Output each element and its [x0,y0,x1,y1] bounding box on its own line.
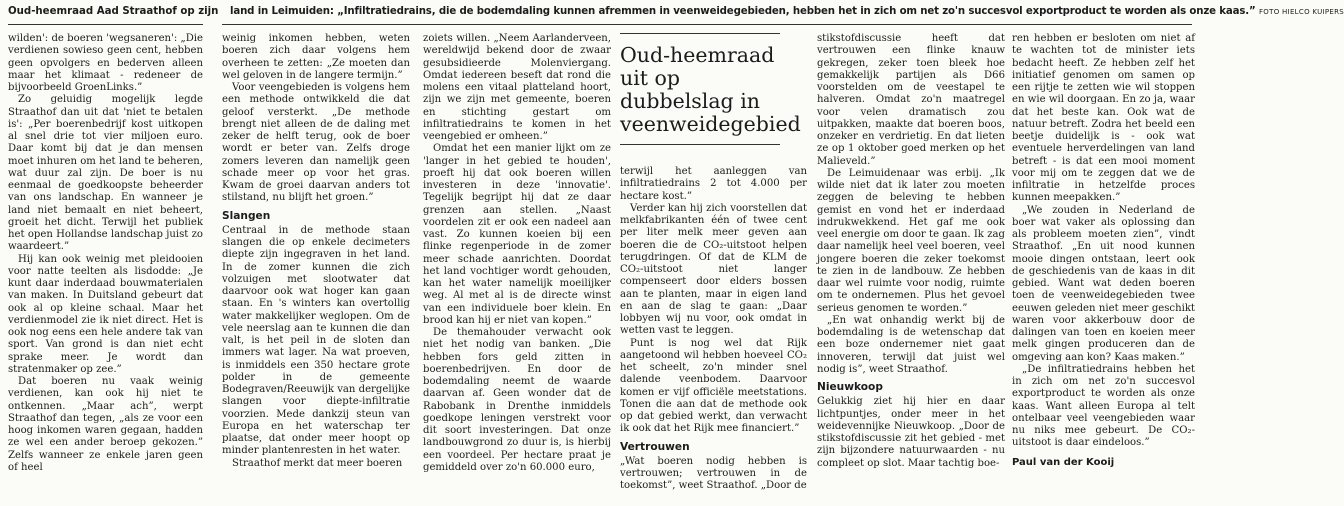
paragraph: „De infiltratiedrains hebben het in zich om net zo'n succesvol exportproduct te worden als onze kaas. Want alleen Europa al telt ontelbaar veel veengebieden waar nu niks mee gebeurt. De CO₂-uitstoot is daar eindeloos.” [1012,363,1195,449]
subheading: Vertrouwen [620,440,690,453]
paragraph: „We zouden in Nederland de boer wat vaker als oplossing dan als probleem moeten zien”, vindt Straathof. „En uit nood kunnen mooie dingen ontstaan, leert ook de geschiedenis van de kaas in dit gebied. Want wat deden boeren toen de veenweidegebieden twee eeuwen geleden niet meer geschikt waren voor akkerbouw door de dalingen van toen en koeien meer melk gingen produceren dan de omgeving aan kon? Kaas maken.” [1012,204,1195,363]
paragraph: Punt is nog wel dat Rijk aangetoond wil hebben hoeveel CO₂ het scheelt, zo'n minder snel dalende veenbodem. Daarvoor komen er vijf officiële meetstations. Tonen die aan dat de methode ook op dat gebied werkt, dan verwacht ik ook dat het Rijk mee financiert.” [620,337,807,435]
paragraph: Hij kan ook weinig met pleidooien voor natte teelten als lisdodde: „Je kunt daar inderdaad bouwmaterialen van maken. In Duitsland gebeurt dat ook al op kleine schaal. Maar het verdienmodel zie ik niet direct. Het is ook nog eens een hele andere tak van sport. Van grond is dan niet echt sprake meer. Je wordt dan stratenmaker op zee.” [8,253,203,375]
headline: Oud-heemraad uit op dubbelslag in veenweidegebied [620,43,801,136]
column-1 [8,33,203,503]
paragraph: stikstofdiscussie heeft dat vertrouwen een flinke knauw gekregen, zeker toen bleek hoe gemakkelijk partijen als D66 voorstelden om de veestapel te halveren. Omdat zo'n maatregel voor velen dramatisch zou uitpakken, maakte dat boeren boos, onzeker en verdrietig. En dat lieten ze op 1 oktober goed merken op het Malieveld.” [817,33,1005,167]
caption-right [230,6,1344,17]
paragraph: De themahouder verwacht ook niet het nodig van banken. „Die hebben fors geld zitten in boerenbedrijven. En door de bodemdaling neemt de waarde daarvan af. Geen wonder dat de Rabobank in Drenthe inmiddels goedkope leningen verstrekt voor dit soort investeringen. Dat onze landbouwgrond zo duur is, is hierbij een voordeel. Per hectare praat je gemiddeld over zo'n 60.000 euro, [423,327,611,473]
paragraph: weinig inkomen hebben, weten boeren zich daar volgens hem overheen te zetten: „Ze moeten dan wel geloven in de langere termijn.” [222,33,410,81]
paragraph: Centraal in de methode staan slangen die op enkele decimeters diepte zijn ingegraven in het land. In de zomer kunnen die zich volzuigen met slootwater dat daarvoor ook wat hoger kan gaan staan. En 's winters kan overtollig water makkelijker weglopen. Om de vele neerslag aan te kunnen die dan valt, is het peil in de sloten dan immers wat lager. Na wat proeven, is inmiddels een 350 hectare grote polder in de gemeente Bodegraven/Reeuwijk van dergelijke slangen voor diepte-infiltratie voorzien. Mede dankzij steun van Europa en het waterschap ter plaatse, dat onder meer hoopt op minder plantenresten in het water. [222,224,410,457]
caption-right-text: land in Leimuiden: „Infiltratiedrains, die de bodemdaling kunnen afremmen in veenweidegebieden, hebben het in zich om net zo'n succesvol exportproduct te worden als onze kaas.” [230,6,1256,17]
column-6 [1012,33,1195,503]
column-2 [222,33,410,503]
byline: Paul van der Kooij [1012,456,1115,468]
paragraph: ren hebben er besloten om niet af te wachten tot de minister iets bedacht heeft. Ze hebben zelf het initiatief genomen om samen op een rijtje te zetten wie wil stoppen en wie wil doorgaan. En zo ja, waar dat het beste kan. Ook wat de natuur betreft. Zodra het beeld een beetje duidelijk is - ook wat eventuele herverdelingen van land betreft - is dat een mooi moment voor mij om te zeggen dat we de infiltratie in hetzelfde proces kunnen meepakken.” [1012,33,1195,204]
headline-rule-top [620,33,780,34]
subheading: Slangen [222,209,271,222]
paragraph: Zo geluidig mogelijk legde Straathof dan uit dat 'niet te betalen is': „Per boerenbedrijf kost uitkopen al snel drie tot vier miljoen euro. Daar komt bij dat je dan mensen moet inhuren om het land te beheren, wat duur zal zijn. De boer is nu eenmaal de goedkoopste beheerder van ons landschap. En wanneer je land niet bemaalt en niet beheert, groeit het dicht. Terwijl het publiek het open Hollandse landschap juist zo waardeert.” [8,94,203,253]
column-3 [423,33,611,503]
paragraph: terwijl het aanleggen van infiltratiedrains 2 tot 4.000 per hectare kost.” [620,166,807,202]
subheading: Nieuwkoop [817,381,883,393]
headline-block [620,33,801,161]
caption-left: Oud-heemraad Aad Straathof op zijn [8,6,219,17]
photo-credit: FOTO HIELCO KUIPERS [1258,8,1344,16]
caption-header [8,4,1344,24]
paragraph: Gelukkig ziet hij hier en daar lichtpuntjes, onder meer in het weidevennijke Nieuwkoop. „Door de stikstofdiscussie zit het gebied - met zijn bijzondere natuurwaarden - nu compleet op slot. Maar tachtig boe- [817,396,1005,469]
caption-rule-left [8,24,203,25]
paragraph: Dat boeren nu vaak weinig verdienen, kan ook hij niet te ontkennen. „Maar ach”, werpt Straathof dan tegen, „als ze voor een hoog inkomen waren gegaan, hadden ze wel een ander beroep gekozen.” Zelfs wanneer ze enkele jaren geen of heel [8,376,203,473]
paragraph: Verder kan hij zich voorstellen dat melkfabrikanten één of twee cent per liter melk meer geven aan boeren die de CO₂-uitstoot helpen terugdringen. Of dat de KLM de CO₂-uitstoot niet langer compenseert door elders bossen aan te planten, maar in eigen land en aan de slag te gaan: „Daar lobbyen wij nu voor, ook omdat in wetten vast te leggen. [620,202,807,337]
caption-rule-right [222,24,1192,25]
paragraph: „Wat boeren nodig hebben is vertrouwen; vertrouwen in de toekomst”, weet Straathof. „Door de [620,455,807,492]
paragraph: Omdat het een manier lijkt om ze 'langer in het gebied te houden', proeft hij dat ook boeren willen investeren in deze 'innovatie'. Tegelijk begrijpt hij dat ze daar grenzen aan stellen. „Naast voordelen zit er ook een nadeel aan vast. Zo kunnen koeien bij een flinke regenperiode in de zomer meer schade aanrichten. Doordat het land vochtiger wordt gehouden, kan het water namelijk moeilijker weg. Al met al is de directe winst van een individuele boer klein. En brood kan hij er niet van kopen.” [423,143,611,326]
column-4 [620,166,807,503]
paragraph: zoiets willen. „Neem Aarlanderveen, wereldwijd bekend door de zwaar gesubsidieerde Molenviergang. Omdat iedereen beseft dat rond die molens een vitaal platteland hoort, zijn we zijn met gemeente, boeren en stichting gestart om infiltratiedrains te komen in het veengebied er omheen.” [423,33,611,142]
paragraph: De Leimuidenaar was erbij. „Ik wilde niet dat ik later zou moeten zeggen de beleving te hebben gemist en vond het er inderdaad indrukwekkend. Het gaf me ook veel energie om door te gaan. Ik zag daar namelijk heel veel boeren, veel jongere boeren die zeker toekomst te zien in de landbouw. Ze hebben daar wel ruimte voor nodig, ruimte om te ondernemen. Plus het gevoel serieus genomen te worden.” [817,167,1005,314]
column-5 [817,33,1005,503]
headline-rule-bottom [620,144,780,145]
paragraph: „En wat onhandig werkt bij de bodemdaling is de wetenschap dat een boze ondernemer niet gaat innoveren, terwijl dat juist wel nodig is”, weet Straathof. [817,314,1005,375]
paragraph: Voor veengebieden is volgens hem een methode ontwikkeld die dat geloof versterkt. „De methode brengt niet alleen de de daling met zeker de helft terug, ook de boer wordt er beter van. Zelfs droge zomers leveren dan namelijk geen schade meer op voor het gras. Kwam de groei daarvan anders tot stilstand, nu blijft het groen.” [222,82,410,204]
paragraph: wilden': de boeren 'wegsaneren': „Die verdienen sowieso geen cent, hebben geen opvolgers en bederven alleen maar het klimaat - redeneer de bijvoorbeeld GroenLinks.” [8,33,203,93]
paragraph: Straathof merkt dat meer boeren [232,457,403,469]
